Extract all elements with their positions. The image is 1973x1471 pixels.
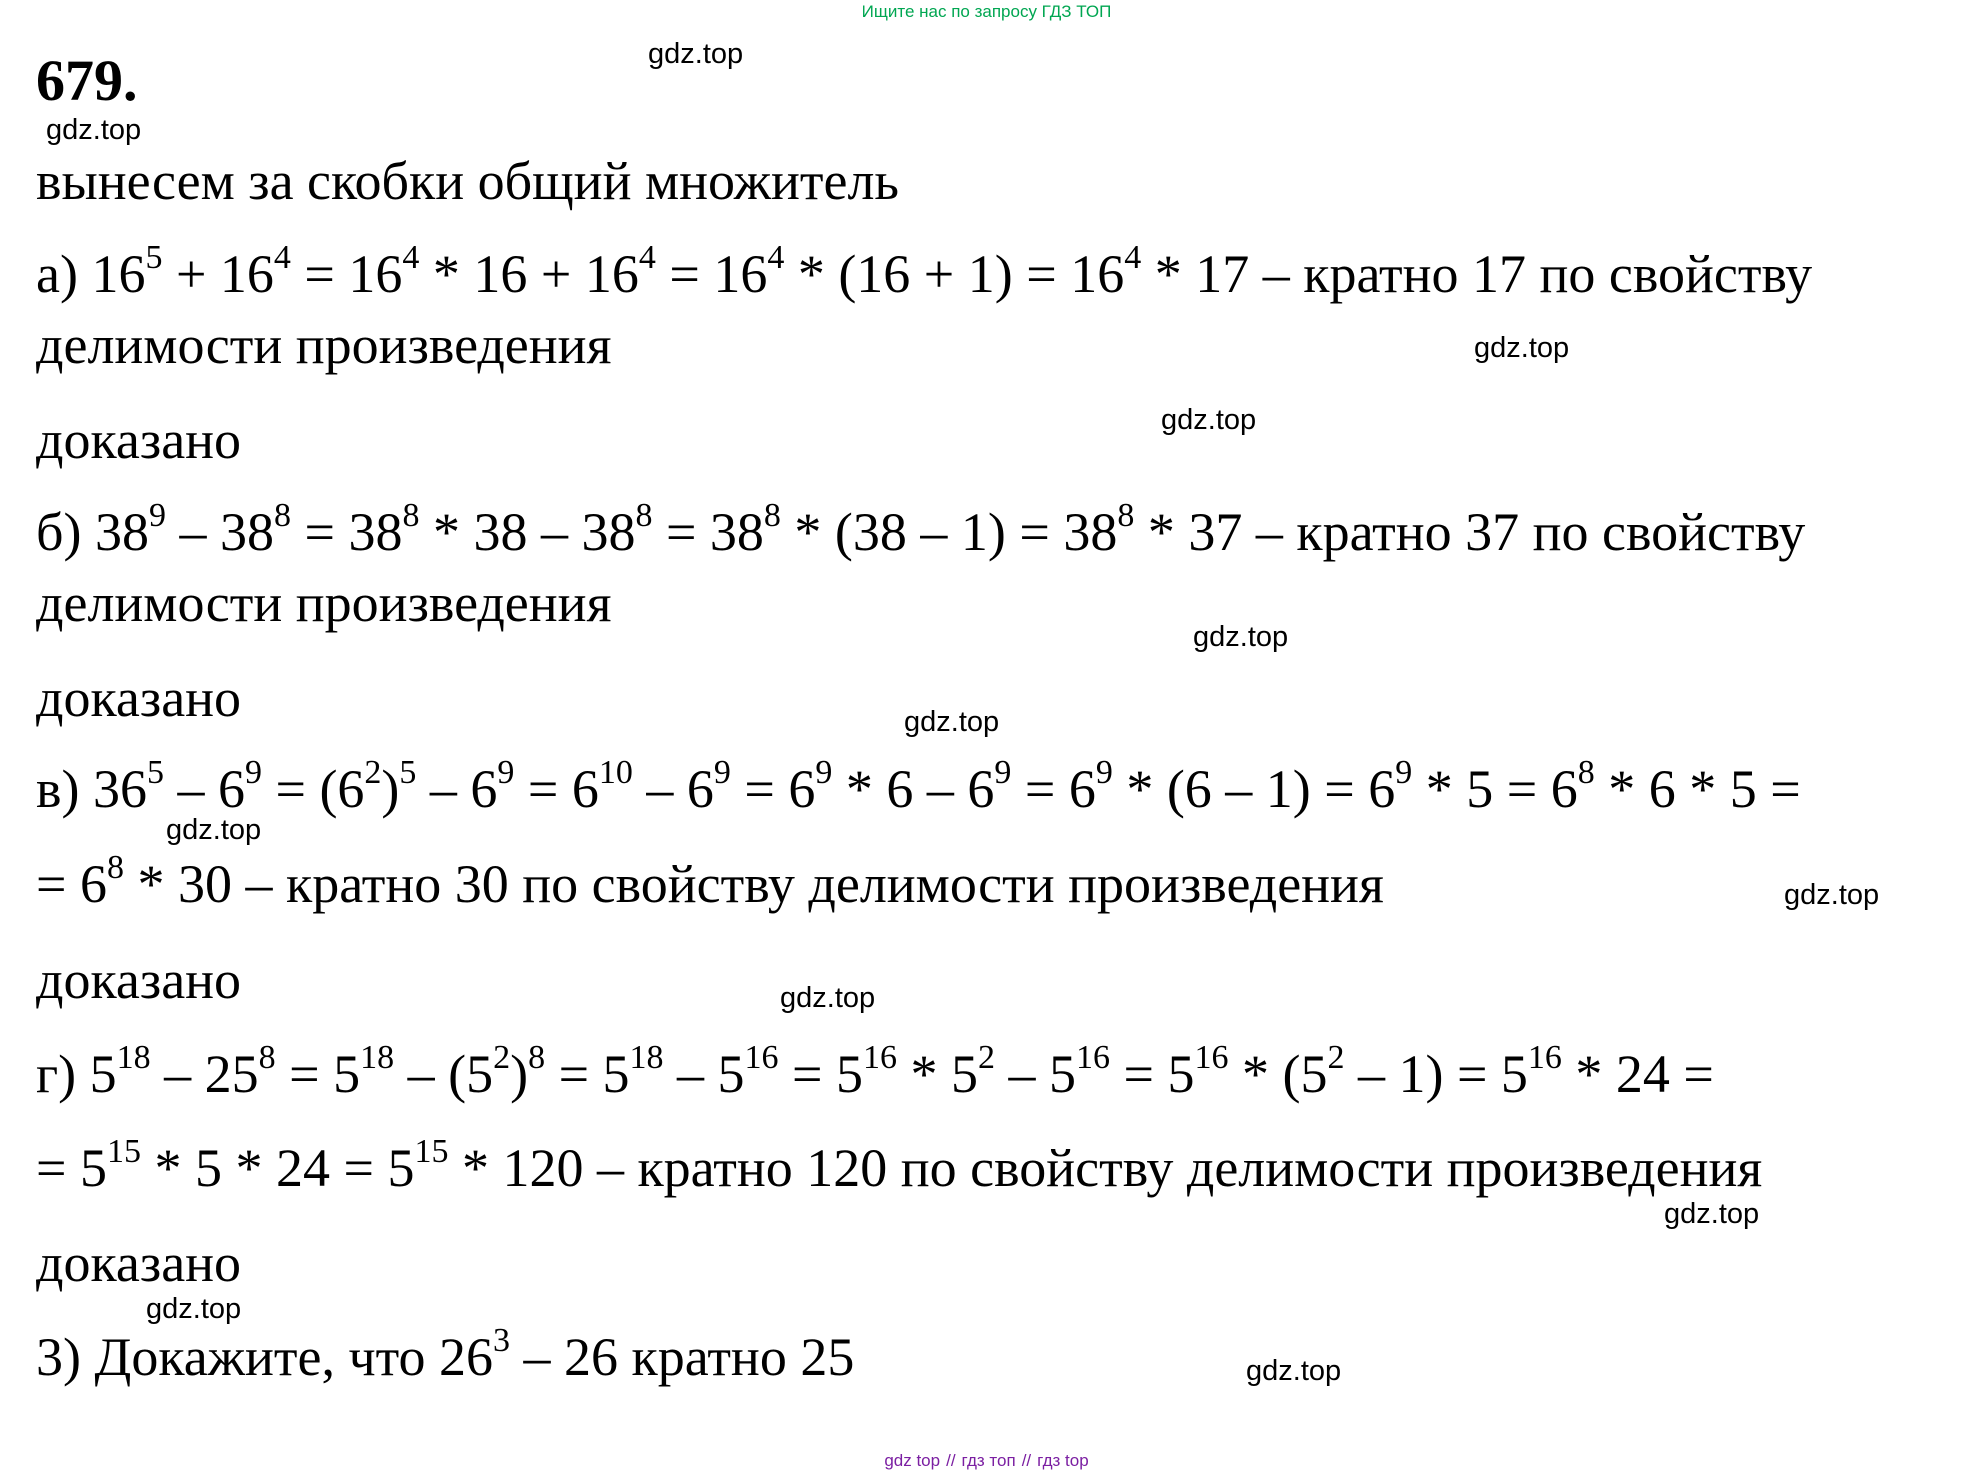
watermark: gdz.top [780,982,876,1014]
watermark: gdz.top [46,114,142,146]
part-g-equation: г) $5^{18} - 25^8 = 5^{18} - (5^2)^8 = 5^{18} - 5^{16} = 5^{16} * 5^2 - 5^{16} = 5^{16} * (5^2 - 1) = 5^{16} * 24$ = [36,1039,1714,1104]
intro-text: вынесем за скобки общий множитель [36,151,900,211]
part-g-conclusion: доказано [36,1233,242,1293]
part-b-conclusion: доказано [36,668,242,728]
footer-link[interactable]: гдз топ [961,1451,1016,1470]
task3-text: 3) Докажите, что $26^3 - 26$ кратно 25 [36,1322,855,1387]
part-a-conclusion: доказано [36,410,242,470]
watermark: gdz.top [166,814,262,846]
watermark: gdz.top [146,1293,242,1325]
watermark: gdz.top [1784,879,1880,911]
part-a-equation: а) $16^5 + 16^4 = 16^4 * 16 + 16^4 = 16^4 * (16 + 1) = 16^4 * 17$ – кратно 17 по свойству [36,239,1813,304]
top-note: Ищите нас по запросу ГДЗ ТОП [861,2,1112,21]
part-a-line2: делимости произведения [36,315,612,375]
part-b-line2: делимости произведения [36,573,612,633]
watermark: gdz.top [1246,1355,1342,1387]
part-g-line2: = $5^{15} * 5 * 24 = 5^{15} * 120$ – кратно 120 по свойству делимости произведения [36,1133,1763,1198]
part-b-equation: б) $38^9 - 38^8 = 38^8 * 38 - 38^8 = 38^8 * (38 - 1) = 38^8 * 37$ – кратно 37 по свойству [36,497,1806,562]
part-v-equation: в) $36^5 - 6^9 = (6^2)^5 - 6^9 = 6^{10} - 6^9 = 6^9 * 6 - 6^9 = 6^9 * (6 - 1) = 6^9 * 5 = 6^8 * 6 * 5$ = [36,754,1801,819]
watermark: gdz.top [1193,621,1289,653]
watermark: gdz.top [1664,1198,1760,1230]
watermark: gdz.top [1161,404,1257,436]
footer-link[interactable]: gdz top [884,1451,941,1470]
watermark: gdz.top [648,38,744,70]
footer-link[interactable]: гдз top [1037,1451,1089,1470]
footer-links: gdz top // гдз топ // гдз top [884,1451,1089,1470]
part-v-line2: = $6^8 * 30$ – кратно 30 по свойству делимости произведения [36,849,1384,914]
watermark: gdz.top [1474,332,1570,364]
part-v-conclusion: доказано [36,950,242,1010]
watermark: gdz.top [904,706,1000,738]
task-number: 679. [36,48,138,113]
